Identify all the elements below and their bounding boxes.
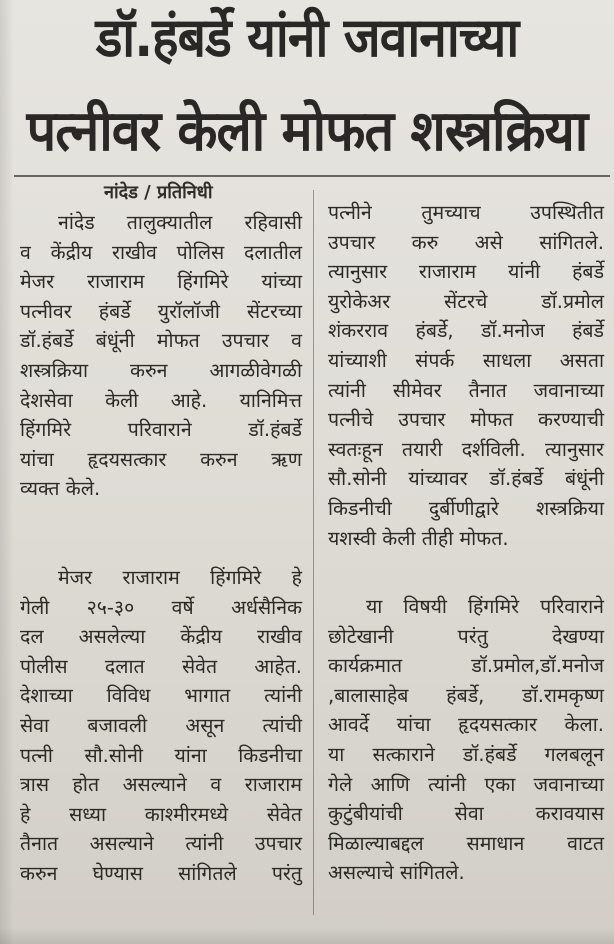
text-line: किडनीची दुर्बीणीद्वारे शस्त्रक्रिया	[328, 496, 604, 520]
headline-divider	[14, 175, 610, 177]
left-column-paragraph-1	[20, 208, 302, 504]
text-line: आवर्दे यांचा हृदयसत्कार केला.	[328, 713, 604, 737]
text-line: सौ.सोनी यांच्यावर डॉ.हंबर्डे बंधूंनी	[328, 467, 604, 491]
text-line: पत्नीवर हंबर्डे युरॉलॉजी सेंटरच्या	[20, 299, 302, 323]
headline-line-2: पत्नीवर केली मोफत शस्त्रक्रिया	[26, 99, 588, 164]
text-line: उपचार करु असे सांगितले.	[328, 230, 604, 254]
text-line: देशाच्या विविध भागात त्यांनी	[20, 684, 302, 708]
text-line: गेली २५-३० वर्षे अर्धसैनिक	[20, 595, 302, 619]
text-line: शस्त्रक्रिया करुन आगळीवेगळी	[20, 358, 302, 382]
text-line: पत्नीचे उपचार मोफत करण्याची	[328, 408, 604, 432]
byline: नांदेड / प्रतिनिधी	[104, 182, 213, 203]
text-line: त्यांनी सीमेवर तैनात जवानाच्या	[328, 378, 604, 402]
text-line: यांचा हृदयसत्कार करुन ऋण	[20, 447, 302, 471]
right-column-paragraph-2	[328, 592, 604, 888]
column-divider	[313, 190, 314, 915]
text-line: सेवा बजावली असून त्यांची	[20, 713, 302, 737]
text-line: त्यानुसार राजाराम यांनी हंबर्डे	[328, 260, 604, 284]
text-line: मिळाल्याबद्दल समाधान वाटत	[328, 831, 604, 855]
text-line: असल्याचे सांगितले.	[328, 861, 465, 885]
paper-bottom-shade	[0, 928, 614, 944]
left-column-paragraph-2	[20, 563, 302, 889]
text-line: देशसेवा केली आहे. यानिमित्त	[20, 388, 302, 412]
text-line: कार्यक्रमात डॉ.प्रमोल,डॉ.मनोज	[328, 654, 604, 678]
text-line: हिंगमिरे परिवाराने डॉ.हंबर्डे	[20, 418, 302, 442]
text-line: व केंद्रीय राखीव पोलिस दलातील	[20, 240, 302, 264]
text-line: यशस्वी केली तीही मोफत.	[328, 526, 509, 550]
text-line: या सत्काराने डॉ.हंबर्डे गलबलून	[328, 742, 604, 766]
text-line: ,बालासाहेब हंबर्डे, डॉ.रामकृष्ण	[328, 683, 604, 707]
text-line: पत्नी सौ.सोनी यांना किडनीचा	[20, 743, 302, 767]
text-line: करुन घेण्यास सांगितले परंतु	[20, 861, 302, 885]
text-line: हे सध्या काश्मीरमध्ये सेवेत	[20, 802, 302, 826]
text-line: गेले आणि त्यांनी एका जवानाच्या	[328, 772, 604, 796]
right-column-paragraph-1	[328, 198, 604, 553]
text-line: दल असलेल्या केंद्रीय राखीव	[20, 625, 302, 649]
text-line: नांदेड तालुक्यातील रहिवासी	[58, 211, 302, 234]
text-line: युरोकेअर सेंटरचे डॉ.प्रमोल	[328, 289, 604, 313]
text-line: कुटुंबीयांची सेवा करावयास	[328, 802, 604, 826]
text-line: व्यक्त केले.	[20, 477, 101, 501]
text-line: मेजर राजाराम हिंगमिरे हे	[58, 566, 302, 589]
text-line: छोटेखानी परंतु देखण्या	[328, 624, 604, 648]
paper-edge-shadow	[0, 0, 14, 944]
text-line: पोलीस दलात सेवेत आहेत.	[20, 654, 302, 678]
text-line: शंकरराव हंबर्डे, डॉ.मनोज हंबर्डे	[328, 319, 604, 343]
headline-line-1: डॉ.हंबर्डे यांनी जवानाच्या	[95, 6, 519, 69]
text-line: स्वतःहून तयारी दर्शविली. त्यानुसार	[328, 437, 604, 461]
text-line: मेजर राजाराम हिंगमिरे यांच्या	[20, 270, 302, 294]
text-line: या विषयी हिंगमिरे परिवाराने	[366, 595, 604, 618]
text-line: त्रास होत असल्याने व राजाराम	[20, 773, 302, 797]
text-line: तैनात असल्याने त्यांनी उपचार	[20, 832, 302, 856]
text-line: पत्नीने तुमच्याच उपस्थितीत	[328, 201, 604, 224]
text-line: डॉ.हंबर्डे बंधूंनी मोफत उपचार व	[20, 329, 302, 353]
text-line: यांच्याशी संपर्क साधला असता	[328, 348, 604, 372]
